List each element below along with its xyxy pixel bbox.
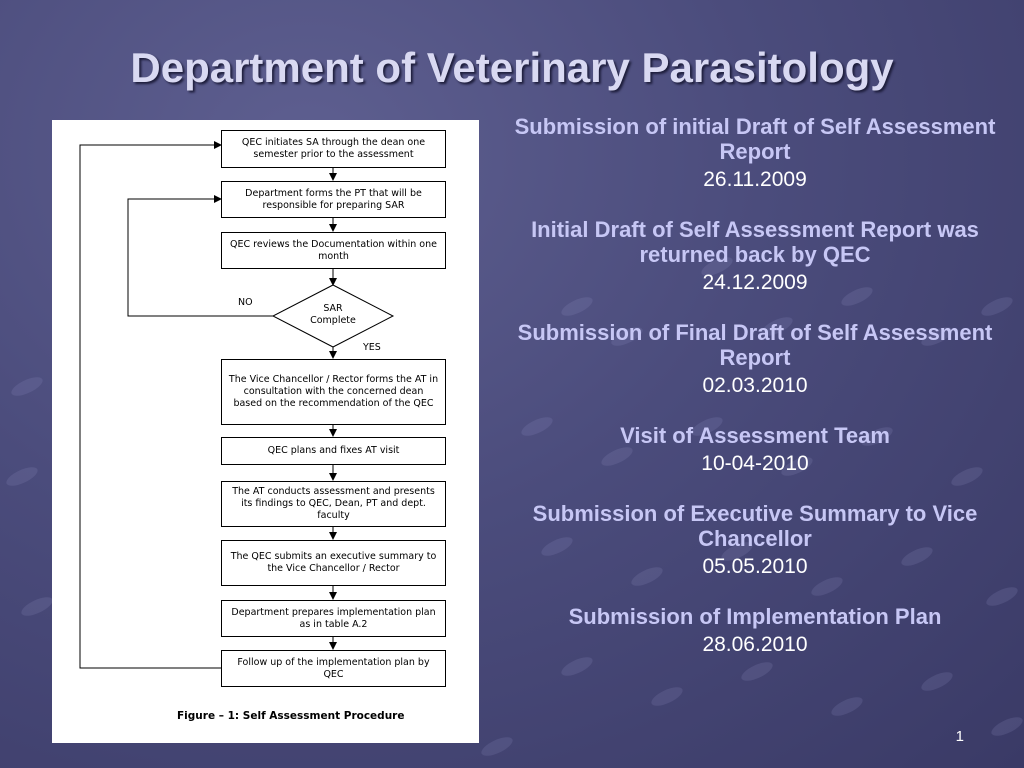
timeline-event [505,423,1005,479]
flowchart-step: Follow up of the implementation plan by QEC [221,650,446,687]
flowchart-step: The AT conducts assessment and presents its findings to QEC, Dean, PT and dept. faculty [221,481,446,527]
flowchart-step: QEC plans and fixes AT visit [221,437,446,465]
slide-title: Department of Veterinary Parasitology [130,44,894,91]
timeline-event [505,604,1005,660]
event-title: Submission of Final Draft of Self Assessment Report [517,320,993,370]
event-title: Initial Draft of Self Assessment Report was returned back by QEC [531,217,979,267]
timeline-event [505,217,1005,298]
event-date: 26.11.2009 [703,168,807,191]
timeline-event [505,114,1005,195]
flowchart-figure [52,120,479,743]
timeline-event [505,320,1005,401]
event-date: 28.06.2010 [702,633,808,656]
timeline-event [505,501,1005,582]
flowchart-step: Department forms the PT that will be responsible for preparing SAR [221,181,446,218]
flowchart-decision: SAR Complete [310,303,356,326]
yes-label: YES [363,342,381,353]
flowchart-step: QEC reviews the Documentation within one month [221,232,446,269]
flowchart-step: The QEC submits an executive summary to the Vice Chancellor / Rector [221,540,446,586]
figure-caption: Figure – 1: Self Assessment Procedure [177,710,405,722]
event-title: Submission of initial Draft of Self Assessment Report [514,114,996,164]
no-label: NO [238,297,253,308]
event-date: 02.03.2010 [702,374,808,397]
page-number: 1 [955,728,964,745]
event-title: Submission of Implementation Plan [568,604,942,629]
event-date: 05.05.2010 [702,555,808,578]
flowchart-step: The Vice Chancellor / Rector forms the AT in consultation with the concerned dean based on the recommendation of the QEC [221,359,446,425]
event-title: Visit of Assessment Team [620,423,890,448]
event-date: 24.12.2009 [702,271,808,294]
event-title: Submission of Executive Summary to Vice Chancellor [532,501,978,551]
event-date: 10-04-2010 [701,452,809,475]
timeline-list [505,114,1005,672]
flowchart-step: QEC initiates SA through the dean one semester prior to the assessment [221,130,446,168]
flowchart-step: Department prepares implementation plan as in table A.2 [221,600,446,637]
